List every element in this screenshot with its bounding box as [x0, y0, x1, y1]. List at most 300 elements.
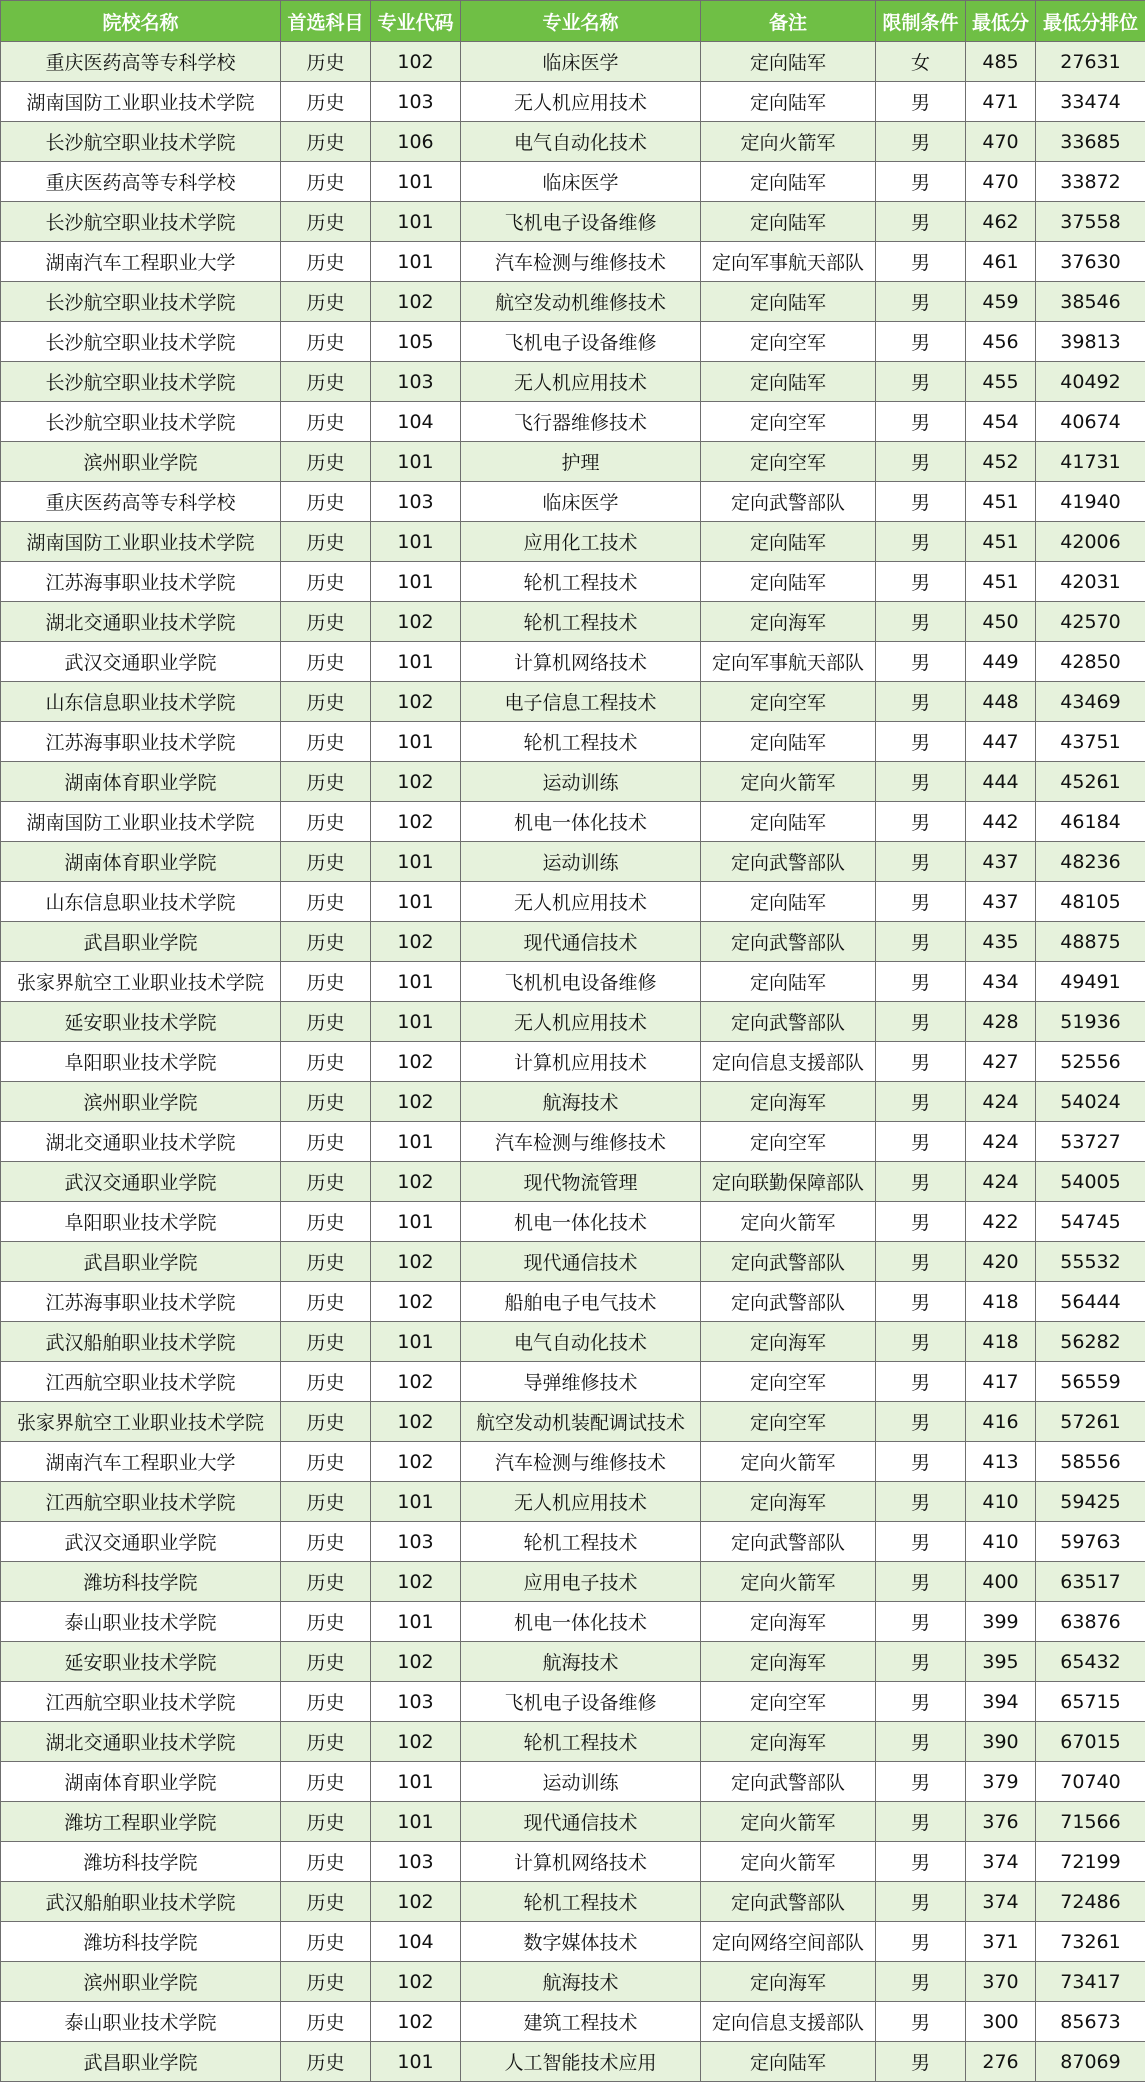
subject-cell: 历史 [281, 202, 371, 242]
school-cell: 长沙航空职业技术学院 [1, 362, 281, 402]
restriction-cell: 男 [876, 1722, 966, 1762]
table-row [1, 1682, 1145, 1722]
min-rank-cell: 56559 [1036, 1362, 1145, 1402]
remark-cell: 定向信息支援部队 [701, 1042, 876, 1082]
restriction-cell: 男 [876, 1282, 966, 1322]
table-row [1, 82, 1145, 122]
subject-cell: 历史 [281, 1602, 371, 1642]
school-cell: 江西航空职业技术学院 [1, 1482, 281, 1522]
remark-cell: 定向火箭军 [701, 1202, 876, 1242]
restriction-cell: 男 [876, 802, 966, 842]
table-row [1, 1362, 1145, 1402]
min-rank-cell: 85673 [1036, 2002, 1145, 2042]
major-code-cell: 102 [371, 1282, 461, 1322]
restriction-cell: 男 [876, 1522, 966, 1562]
subject-cell: 历史 [281, 1922, 371, 1962]
header-min-rank: 最低分排位 [1036, 1, 1145, 42]
major-name-cell: 护理 [461, 442, 701, 482]
major-name-cell: 电子信息工程技术 [461, 682, 701, 722]
major-code-cell: 101 [371, 1602, 461, 1642]
major-code-cell: 101 [371, 882, 461, 922]
min-score-cell: 428 [966, 1002, 1036, 1042]
major-code-cell: 102 [371, 1642, 461, 1682]
restriction-cell: 男 [876, 1762, 966, 1802]
school-cell: 武昌职业学院 [1, 922, 281, 962]
major-code-cell: 102 [371, 1162, 461, 1202]
subject-cell: 历史 [281, 1682, 371, 1722]
remark-cell: 定向陆军 [701, 162, 876, 202]
min-rank-cell: 54005 [1036, 1162, 1145, 1202]
remark-cell: 定向军事航天部队 [701, 242, 876, 282]
major-name-cell: 飞行器维修技术 [461, 402, 701, 442]
restriction-cell: 男 [876, 442, 966, 482]
major-code-cell: 102 [371, 1882, 461, 1922]
subject-cell: 历史 [281, 362, 371, 402]
min-score-cell: 459 [966, 282, 1036, 322]
min-score-cell: 424 [966, 1162, 1036, 1202]
restriction-cell: 男 [876, 922, 966, 962]
major-code-cell: 102 [371, 922, 461, 962]
major-name-cell: 轮机工程技术 [461, 602, 701, 642]
subject-cell: 历史 [281, 1882, 371, 1922]
min-rank-cell: 56444 [1036, 1282, 1145, 1322]
restriction-cell: 男 [876, 202, 966, 242]
min-rank-cell: 57261 [1036, 1402, 1145, 1442]
table-row [1, 1282, 1145, 1322]
major-code-cell: 105 [371, 322, 461, 362]
subject-cell: 历史 [281, 82, 371, 122]
subject-cell: 历史 [281, 1042, 371, 1082]
subject-cell: 历史 [281, 1482, 371, 1522]
table-row [1, 1082, 1145, 1122]
table-row [1, 642, 1145, 682]
major-name-cell: 无人机应用技术 [461, 1482, 701, 1522]
major-code-cell: 103 [371, 362, 461, 402]
min-rank-cell: 54745 [1036, 1202, 1145, 1242]
remark-cell: 定向陆军 [701, 522, 876, 562]
min-score-cell: 448 [966, 682, 1036, 722]
major-name-cell: 现代物流管理 [461, 1162, 701, 1202]
school-cell: 湖南体育职业学院 [1, 842, 281, 882]
subject-cell: 历史 [281, 962, 371, 1002]
subject-cell: 历史 [281, 1762, 371, 1802]
min-score-cell: 400 [966, 1562, 1036, 1602]
school-cell: 湖北交通职业技术学院 [1, 602, 281, 642]
school-cell: 延安职业技术学院 [1, 1002, 281, 1042]
major-name-cell: 轮机工程技术 [461, 1722, 701, 1762]
school-cell: 阜阳职业技术学院 [1, 1202, 281, 1242]
min-rank-cell: 63517 [1036, 1562, 1145, 1602]
min-score-cell: 471 [966, 82, 1036, 122]
remark-cell: 定向武警部队 [701, 1882, 876, 1922]
major-name-cell: 导弹维修技术 [461, 1362, 701, 1402]
school-cell: 潍坊科技学院 [1, 1922, 281, 1962]
major-code-cell: 102 [371, 42, 461, 82]
table-row [1, 802, 1145, 842]
school-cell: 山东信息职业技术学院 [1, 882, 281, 922]
table-row [1, 1122, 1145, 1162]
restriction-cell: 男 [876, 642, 966, 682]
school-cell: 江西航空职业技术学院 [1, 1362, 281, 1402]
subject-cell: 历史 [281, 722, 371, 762]
major-code-cell: 102 [371, 1442, 461, 1482]
major-code-cell: 101 [371, 522, 461, 562]
school-cell: 泰山职业技术学院 [1, 2002, 281, 2042]
major-code-cell: 101 [371, 1202, 461, 1242]
table-row [1, 922, 1145, 962]
restriction-cell: 男 [876, 242, 966, 282]
restriction-cell: 男 [876, 1962, 966, 2002]
major-name-cell: 现代通信技术 [461, 1242, 701, 1282]
restriction-cell: 男 [876, 1082, 966, 1122]
min-score-cell: 390 [966, 1722, 1036, 1762]
major-name-cell: 数字媒体技术 [461, 1922, 701, 1962]
remark-cell: 定向火箭军 [701, 1842, 876, 1882]
remark-cell: 定向空军 [701, 402, 876, 442]
min-rank-cell: 46184 [1036, 802, 1145, 842]
header-school: 院校名称 [1, 1, 281, 42]
major-name-cell: 无人机应用技术 [461, 362, 701, 402]
remark-cell: 定向海军 [701, 1082, 876, 1122]
school-cell: 张家界航空工业职业技术学院 [1, 1402, 281, 1442]
min-score-cell: 300 [966, 2002, 1036, 2042]
major-code-cell: 101 [371, 962, 461, 1002]
restriction-cell: 男 [876, 1642, 966, 1682]
min-rank-cell: 70740 [1036, 1762, 1145, 1802]
table-row [1, 1922, 1145, 1962]
restriction-cell: 男 [876, 482, 966, 522]
major-name-cell: 无人机应用技术 [461, 1002, 701, 1042]
min-rank-cell: 48236 [1036, 842, 1145, 882]
min-score-cell: 434 [966, 962, 1036, 1002]
min-score-cell: 470 [966, 162, 1036, 202]
min-score-cell: 394 [966, 1682, 1036, 1722]
restriction-cell: 男 [876, 322, 966, 362]
major-code-cell: 101 [371, 1762, 461, 1802]
school-cell: 湖南体育职业学院 [1, 762, 281, 802]
min-score-cell: 454 [966, 402, 1036, 442]
min-rank-cell: 72486 [1036, 1882, 1145, 1922]
school-cell: 泰山职业技术学院 [1, 1602, 281, 1642]
major-code-cell: 101 [371, 1122, 461, 1162]
remark-cell: 定向空军 [701, 442, 876, 482]
major-code-cell: 101 [371, 722, 461, 762]
school-cell: 潍坊科技学院 [1, 1562, 281, 1602]
school-cell: 潍坊科技学院 [1, 1842, 281, 1882]
remark-cell: 定向空军 [701, 1362, 876, 1402]
school-cell: 延安职业技术学院 [1, 1642, 281, 1682]
subject-cell: 历史 [281, 2042, 371, 2082]
restriction-cell: 男 [876, 842, 966, 882]
table-row [1, 482, 1145, 522]
restriction-cell: 男 [876, 1682, 966, 1722]
school-cell: 长沙航空职业技术学院 [1, 202, 281, 242]
major-name-cell: 运动训练 [461, 1762, 701, 1802]
remark-cell: 定向武警部队 [701, 1522, 876, 1562]
min-score-cell: 395 [966, 1642, 1036, 1682]
min-score-cell: 485 [966, 42, 1036, 82]
table-row [1, 1962, 1145, 2002]
min-rank-cell: 52556 [1036, 1042, 1145, 1082]
min-rank-cell: 48105 [1036, 882, 1145, 922]
restriction-cell: 男 [876, 162, 966, 202]
restriction-cell: 男 [876, 1442, 966, 1482]
min-rank-cell: 33872 [1036, 162, 1145, 202]
subject-cell: 历史 [281, 1962, 371, 2002]
min-score-cell: 420 [966, 1242, 1036, 1282]
min-rank-cell: 40674 [1036, 402, 1145, 442]
remark-cell: 定向海军 [701, 1322, 876, 1362]
restriction-cell: 男 [876, 2042, 966, 2082]
table-row [1, 1842, 1145, 1882]
major-name-cell: 计算机网络技术 [461, 1842, 701, 1882]
subject-cell: 历史 [281, 1402, 371, 1442]
major-name-cell: 汽车检测与维修技术 [461, 1442, 701, 1482]
major-name-cell: 飞机电子设备维修 [461, 1682, 701, 1722]
major-name-cell: 临床医学 [461, 42, 701, 82]
table-body [1, 42, 1145, 2082]
major-code-cell: 102 [371, 282, 461, 322]
subject-cell: 历史 [281, 642, 371, 682]
school-cell: 江苏海事职业技术学院 [1, 1282, 281, 1322]
restriction-cell: 男 [876, 1922, 966, 1962]
restriction-cell: 男 [876, 282, 966, 322]
table-row [1, 1162, 1145, 1202]
school-cell: 滨州职业学院 [1, 1962, 281, 2002]
table-row [1, 722, 1145, 762]
header-remark: 备注 [701, 1, 876, 42]
min-rank-cell: 72199 [1036, 1842, 1145, 1882]
table-row [1, 322, 1145, 362]
remark-cell: 定向空军 [701, 1402, 876, 1442]
subject-cell: 历史 [281, 122, 371, 162]
school-cell: 湖北交通职业技术学院 [1, 1122, 281, 1162]
subject-cell: 历史 [281, 1242, 371, 1282]
min-score-cell: 422 [966, 1202, 1036, 1242]
table-row [1, 1602, 1145, 1642]
restriction-cell: 女 [876, 42, 966, 82]
min-score-cell: 410 [966, 1522, 1036, 1562]
min-score-cell: 461 [966, 242, 1036, 282]
major-code-cell: 103 [371, 1842, 461, 1882]
min-score-cell: 437 [966, 882, 1036, 922]
restriction-cell: 男 [876, 82, 966, 122]
subject-cell: 历史 [281, 762, 371, 802]
remark-cell: 定向武警部队 [701, 1762, 876, 1802]
min-score-cell: 451 [966, 482, 1036, 522]
min-score-cell: 455 [966, 362, 1036, 402]
min-rank-cell: 58556 [1036, 1442, 1145, 1482]
table-row [1, 242, 1145, 282]
major-name-cell: 船舶电子电气技术 [461, 1282, 701, 1322]
major-code-cell: 102 [371, 2002, 461, 2042]
subject-cell: 历史 [281, 2002, 371, 2042]
subject-cell: 历史 [281, 802, 371, 842]
table-row [1, 962, 1145, 1002]
major-code-cell: 101 [371, 1322, 461, 1362]
table-row [1, 522, 1145, 562]
major-code-cell: 101 [371, 842, 461, 882]
table-row [1, 2002, 1145, 2042]
major-code-cell: 102 [371, 1402, 461, 1442]
subject-cell: 历史 [281, 522, 371, 562]
min-rank-cell: 33474 [1036, 82, 1145, 122]
header-major-code: 专业代码 [371, 1, 461, 42]
table-row [1, 202, 1145, 242]
remark-cell: 定向陆军 [701, 82, 876, 122]
min-rank-cell: 48875 [1036, 922, 1145, 962]
major-code-cell: 101 [371, 202, 461, 242]
school-cell: 武汉船舶职业技术学院 [1, 1882, 281, 1922]
restriction-cell: 男 [876, 1362, 966, 1402]
remark-cell: 定向空军 [701, 1682, 876, 1722]
subject-cell: 历史 [281, 1282, 371, 1322]
restriction-cell: 男 [876, 1122, 966, 1162]
major-code-cell: 102 [371, 1962, 461, 2002]
subject-cell: 历史 [281, 1442, 371, 1482]
major-name-cell: 机电一体化技术 [461, 1602, 701, 1642]
school-cell: 武汉交通职业学院 [1, 642, 281, 682]
min-score-cell: 399 [966, 1602, 1036, 1642]
subject-cell: 历史 [281, 842, 371, 882]
remark-cell: 定向武警部队 [701, 1242, 876, 1282]
school-cell: 湖北交通职业技术学院 [1, 1722, 281, 1762]
major-name-cell: 临床医学 [461, 482, 701, 522]
subject-cell: 历史 [281, 242, 371, 282]
min-score-cell: 417 [966, 1362, 1036, 1402]
remark-cell: 定向网络空间部队 [701, 1922, 876, 1962]
major-code-cell: 101 [371, 2042, 461, 2082]
header-major-name: 专业名称 [461, 1, 701, 42]
subject-cell: 历史 [281, 402, 371, 442]
restriction-cell: 男 [876, 1482, 966, 1522]
remark-cell: 定向火箭军 [701, 1442, 876, 1482]
major-name-cell: 运动训练 [461, 762, 701, 802]
school-cell: 湖南国防工业职业技术学院 [1, 82, 281, 122]
header-row [1, 1, 1145, 42]
remark-cell: 定向陆军 [701, 802, 876, 842]
school-cell: 长沙航空职业技术学院 [1, 122, 281, 162]
major-code-cell: 103 [371, 82, 461, 122]
restriction-cell: 男 [876, 1242, 966, 1282]
min-rank-cell: 41731 [1036, 442, 1145, 482]
min-rank-cell: 40492 [1036, 362, 1145, 402]
min-rank-cell: 73417 [1036, 1962, 1145, 2002]
table-row [1, 762, 1145, 802]
min-score-cell: 451 [966, 562, 1036, 602]
remark-cell: 定向陆军 [701, 882, 876, 922]
subject-cell: 历史 [281, 1722, 371, 1762]
major-code-cell: 102 [371, 1722, 461, 1762]
remark-cell: 定向武警部队 [701, 1282, 876, 1322]
subject-cell: 历史 [281, 922, 371, 962]
school-cell: 山东信息职业技术学院 [1, 682, 281, 722]
major-name-cell: 建筑工程技术 [461, 2002, 701, 2042]
major-code-cell: 101 [371, 242, 461, 282]
remark-cell: 定向海军 [701, 1642, 876, 1682]
table-row [1, 1482, 1145, 1522]
table-row [1, 1722, 1145, 1762]
min-score-cell: 376 [966, 1802, 1036, 1842]
min-score-cell: 374 [966, 1882, 1036, 1922]
major-code-cell: 103 [371, 482, 461, 522]
restriction-cell: 男 [876, 762, 966, 802]
major-name-cell: 航海技术 [461, 1962, 701, 2002]
subject-cell: 历史 [281, 162, 371, 202]
min-score-cell: 449 [966, 642, 1036, 682]
min-rank-cell: 27631 [1036, 42, 1145, 82]
min-score-cell: 424 [966, 1082, 1036, 1122]
major-name-cell: 飞机电子设备维修 [461, 202, 701, 242]
min-score-cell: 418 [966, 1282, 1036, 1322]
school-cell: 武昌职业学院 [1, 1242, 281, 1282]
min-rank-cell: 39813 [1036, 322, 1145, 362]
major-code-cell: 101 [371, 562, 461, 602]
restriction-cell: 男 [876, 1002, 966, 1042]
school-cell: 湖南国防工业职业技术学院 [1, 802, 281, 842]
min-score-cell: 413 [966, 1442, 1036, 1482]
major-name-cell: 航空发动机维修技术 [461, 282, 701, 322]
major-name-cell: 现代通信技术 [461, 1802, 701, 1842]
min-score-cell: 442 [966, 802, 1036, 842]
min-score-cell: 444 [966, 762, 1036, 802]
min-rank-cell: 87069 [1036, 2042, 1145, 2082]
restriction-cell: 男 [876, 362, 966, 402]
major-name-cell: 飞机机电设备维修 [461, 962, 701, 1002]
min-rank-cell: 67015 [1036, 1722, 1145, 1762]
min-rank-cell: 42850 [1036, 642, 1145, 682]
min-score-cell: 374 [966, 1842, 1036, 1882]
table-row [1, 1242, 1145, 1282]
min-score-cell: 418 [966, 1322, 1036, 1362]
min-score-cell: 424 [966, 1122, 1036, 1162]
table-row [1, 602, 1145, 642]
restriction-cell: 男 [876, 1042, 966, 1082]
remark-cell: 定向海军 [701, 1722, 876, 1762]
subject-cell: 历史 [281, 1322, 371, 1362]
remark-cell: 定向陆军 [701, 42, 876, 82]
min-rank-cell: 54024 [1036, 1082, 1145, 1122]
major-code-cell: 102 [371, 1042, 461, 1082]
restriction-cell: 男 [876, 1882, 966, 1922]
table-row [1, 1522, 1145, 1562]
major-code-cell: 102 [371, 1082, 461, 1122]
subject-cell: 历史 [281, 1162, 371, 1202]
major-name-cell: 轮机工程技术 [461, 562, 701, 602]
school-cell: 江苏海事职业技术学院 [1, 562, 281, 602]
restriction-cell: 男 [876, 402, 966, 442]
table-row [1, 1202, 1145, 1242]
school-cell: 长沙航空职业技术学院 [1, 402, 281, 442]
remark-cell: 定向空军 [701, 322, 876, 362]
restriction-cell: 男 [876, 562, 966, 602]
major-name-cell: 运动训练 [461, 842, 701, 882]
subject-cell: 历史 [281, 1362, 371, 1402]
major-name-cell: 无人机应用技术 [461, 882, 701, 922]
min-score-cell: 452 [966, 442, 1036, 482]
min-score-cell: 450 [966, 602, 1036, 642]
major-code-cell: 104 [371, 1922, 461, 1962]
remark-cell: 定向武警部队 [701, 842, 876, 882]
major-code-cell: 102 [371, 682, 461, 722]
restriction-cell: 男 [876, 122, 966, 162]
major-name-cell: 飞机电子设备维修 [461, 322, 701, 362]
remark-cell: 定向火箭军 [701, 1802, 876, 1842]
min-rank-cell: 53727 [1036, 1122, 1145, 1162]
restriction-cell: 男 [876, 722, 966, 762]
school-cell: 湖南汽车工程职业大学 [1, 242, 281, 282]
restriction-cell: 男 [876, 522, 966, 562]
